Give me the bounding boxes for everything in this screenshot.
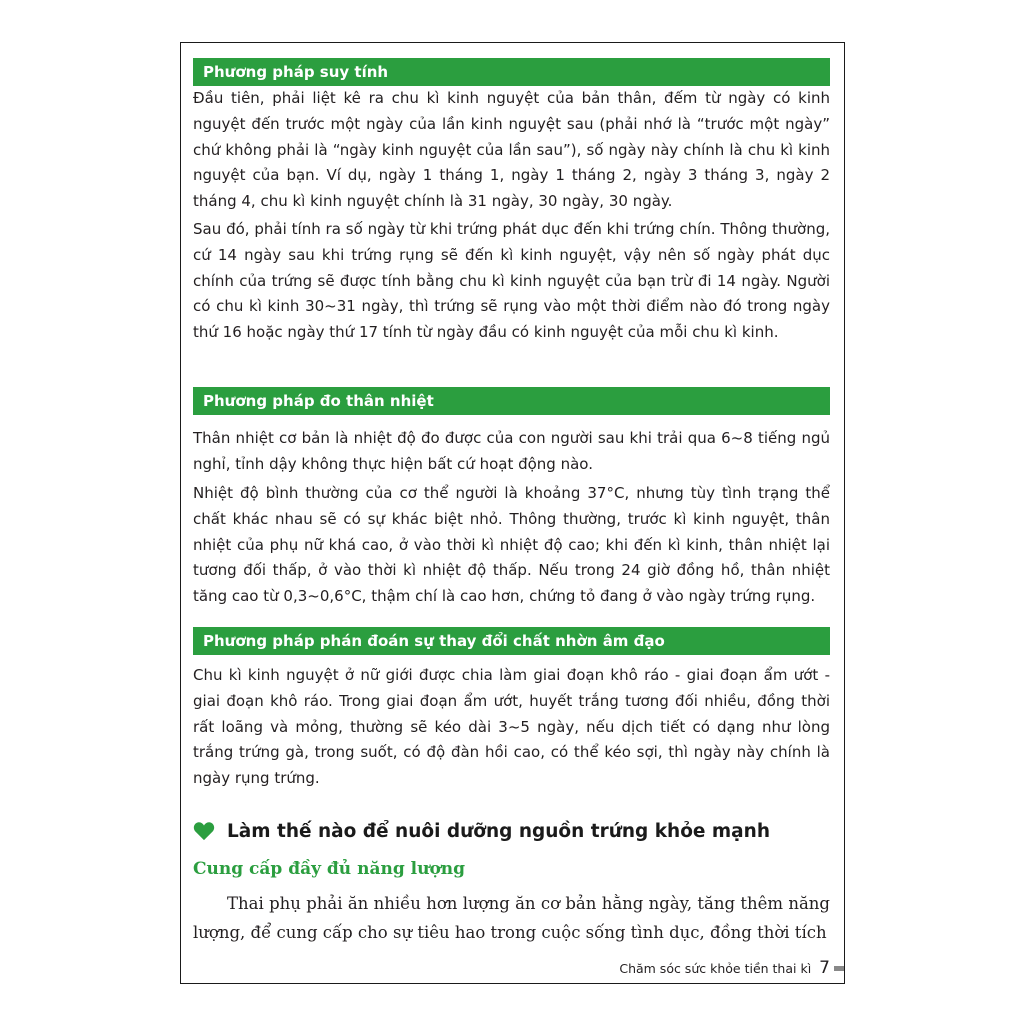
- body-paragraph: Thai phụ phải ăn nhiều hơn lượng ăn cơ bản hằng ngày, tăng thêm năng lượng, để cung cấp cho sự tiêu hao trong cuộc sống tình dục, đồng thời tích: [193, 894, 830, 942]
- paragraph: Thân nhiệt cơ bản là nhiệt độ đo được của con người sau khi trải qua 6~8 tiếng ngủ nghỉ, tỉnh dậy không thực hiện bất cứ hoạt động nào.: [193, 429, 830, 473]
- paragraph: Chu kì kinh nguyệt ở nữ giới được chia làm giai đoạn khô ráo - giai đoạn ẩm ướt - giai đoạn khô ráo. Trong giai đoạn ẩm ướt, huyết trắng tương đối nhiều, đồng thời rất loãng và mỏng, thường sẽ kéo dài 3~5 ngày, nếu dịch tiết có dạng như lòng trắng trứng gà, trong suốt, có độ đàn hồi cao, có thể kéo sợi, thì ngày này chính là ngày rụng trứng.: [193, 666, 830, 788]
- subheading: Cung cấp đầy đủ năng lượng: [193, 859, 466, 879]
- paragraph: Sau đó, phải tính ra số ngày từ khi trứng phát dục đến khi trứng chín. Thông thường, cứ 14 ngày sau khi trứng rụng sẽ đến kì kinh nguyệt, vậy nên số ngày phát dục chính của trứng sẽ được tính bằng chu kì kinh nguyệt của bạn trừ đi 14 ngày. Người có chu kì kinh 30~31 ngày, thì trứng sẽ rụng vào một thời điểm nào đó trong ngày thứ 16 hoặc ngày thứ 17 tính từ ngày đầu có kinh nguyệt của mỗi chu kì kinh.: [193, 220, 830, 342]
- section-header-suy-tinh: Phương pháp suy tính: [193, 58, 830, 86]
- section-header-than-nhiet: Phương pháp đo thân nhiệt: [193, 387, 830, 415]
- footer-mark: [834, 966, 844, 971]
- running-title: Chăm sóc sức khỏe tiền thai kì: [619, 960, 812, 976]
- paragraph: Đầu tiên, phải liệt kê ra chu kì kinh nguyệt của bản thân, đếm từ ngày có kinh nguyệt đến trước một ngày của lần kinh nguyệt sau (phải nhớ là “trước một ngày” chứ không phải là “ngày kinh nguyệt của lần sau”), số ngày này chính là chu kì kinh nguyệt của bạn. Ví dụ, ngày 1 tháng 1, ngày 1 tháng 2, ngày 3 tháng 3, ngày 2 tháng 4, chu kì kinh nguyệt chính là 31 ngày, 30 ngày, 30 ngày.: [193, 89, 830, 211]
- page-footer: [619, 955, 844, 981]
- paragraph: Nhiệt độ bình thường của cơ thể người là khoảng 37°C, nhưng tùy tình trạng thể chất khác nhau sẽ có sự khác biệt nhỏ. Thông thường, trước kì kinh nguyệt, thân nhiệt của phụ nữ khá cao, ở vào thời kì nhiệt độ cao; khi đến kì kinh, thân nhiệt lại tương đối thấp, ở vào thời kì nhiệt độ thấp. Nếu trong 24 giờ đồng hồ, thân nhiệt tăng cao từ 0,3~0,6°C, thậm chí là cao hơn, chứng tỏ đang ở vào ngày trứng rụng.: [193, 484, 830, 606]
- heart-icon: [193, 821, 215, 841]
- book-page: [180, 42, 845, 984]
- section-header-chat-nhon: Phương pháp phán đoán sự thay đổi chất nhờn âm đạo: [193, 627, 830, 655]
- chapter-heading: [193, 815, 770, 847]
- heading-text: Làm thế nào để nuôi dưỡng nguồn trứng khỏe mạnh: [227, 820, 771, 842]
- page-number: 7: [819, 958, 830, 978]
